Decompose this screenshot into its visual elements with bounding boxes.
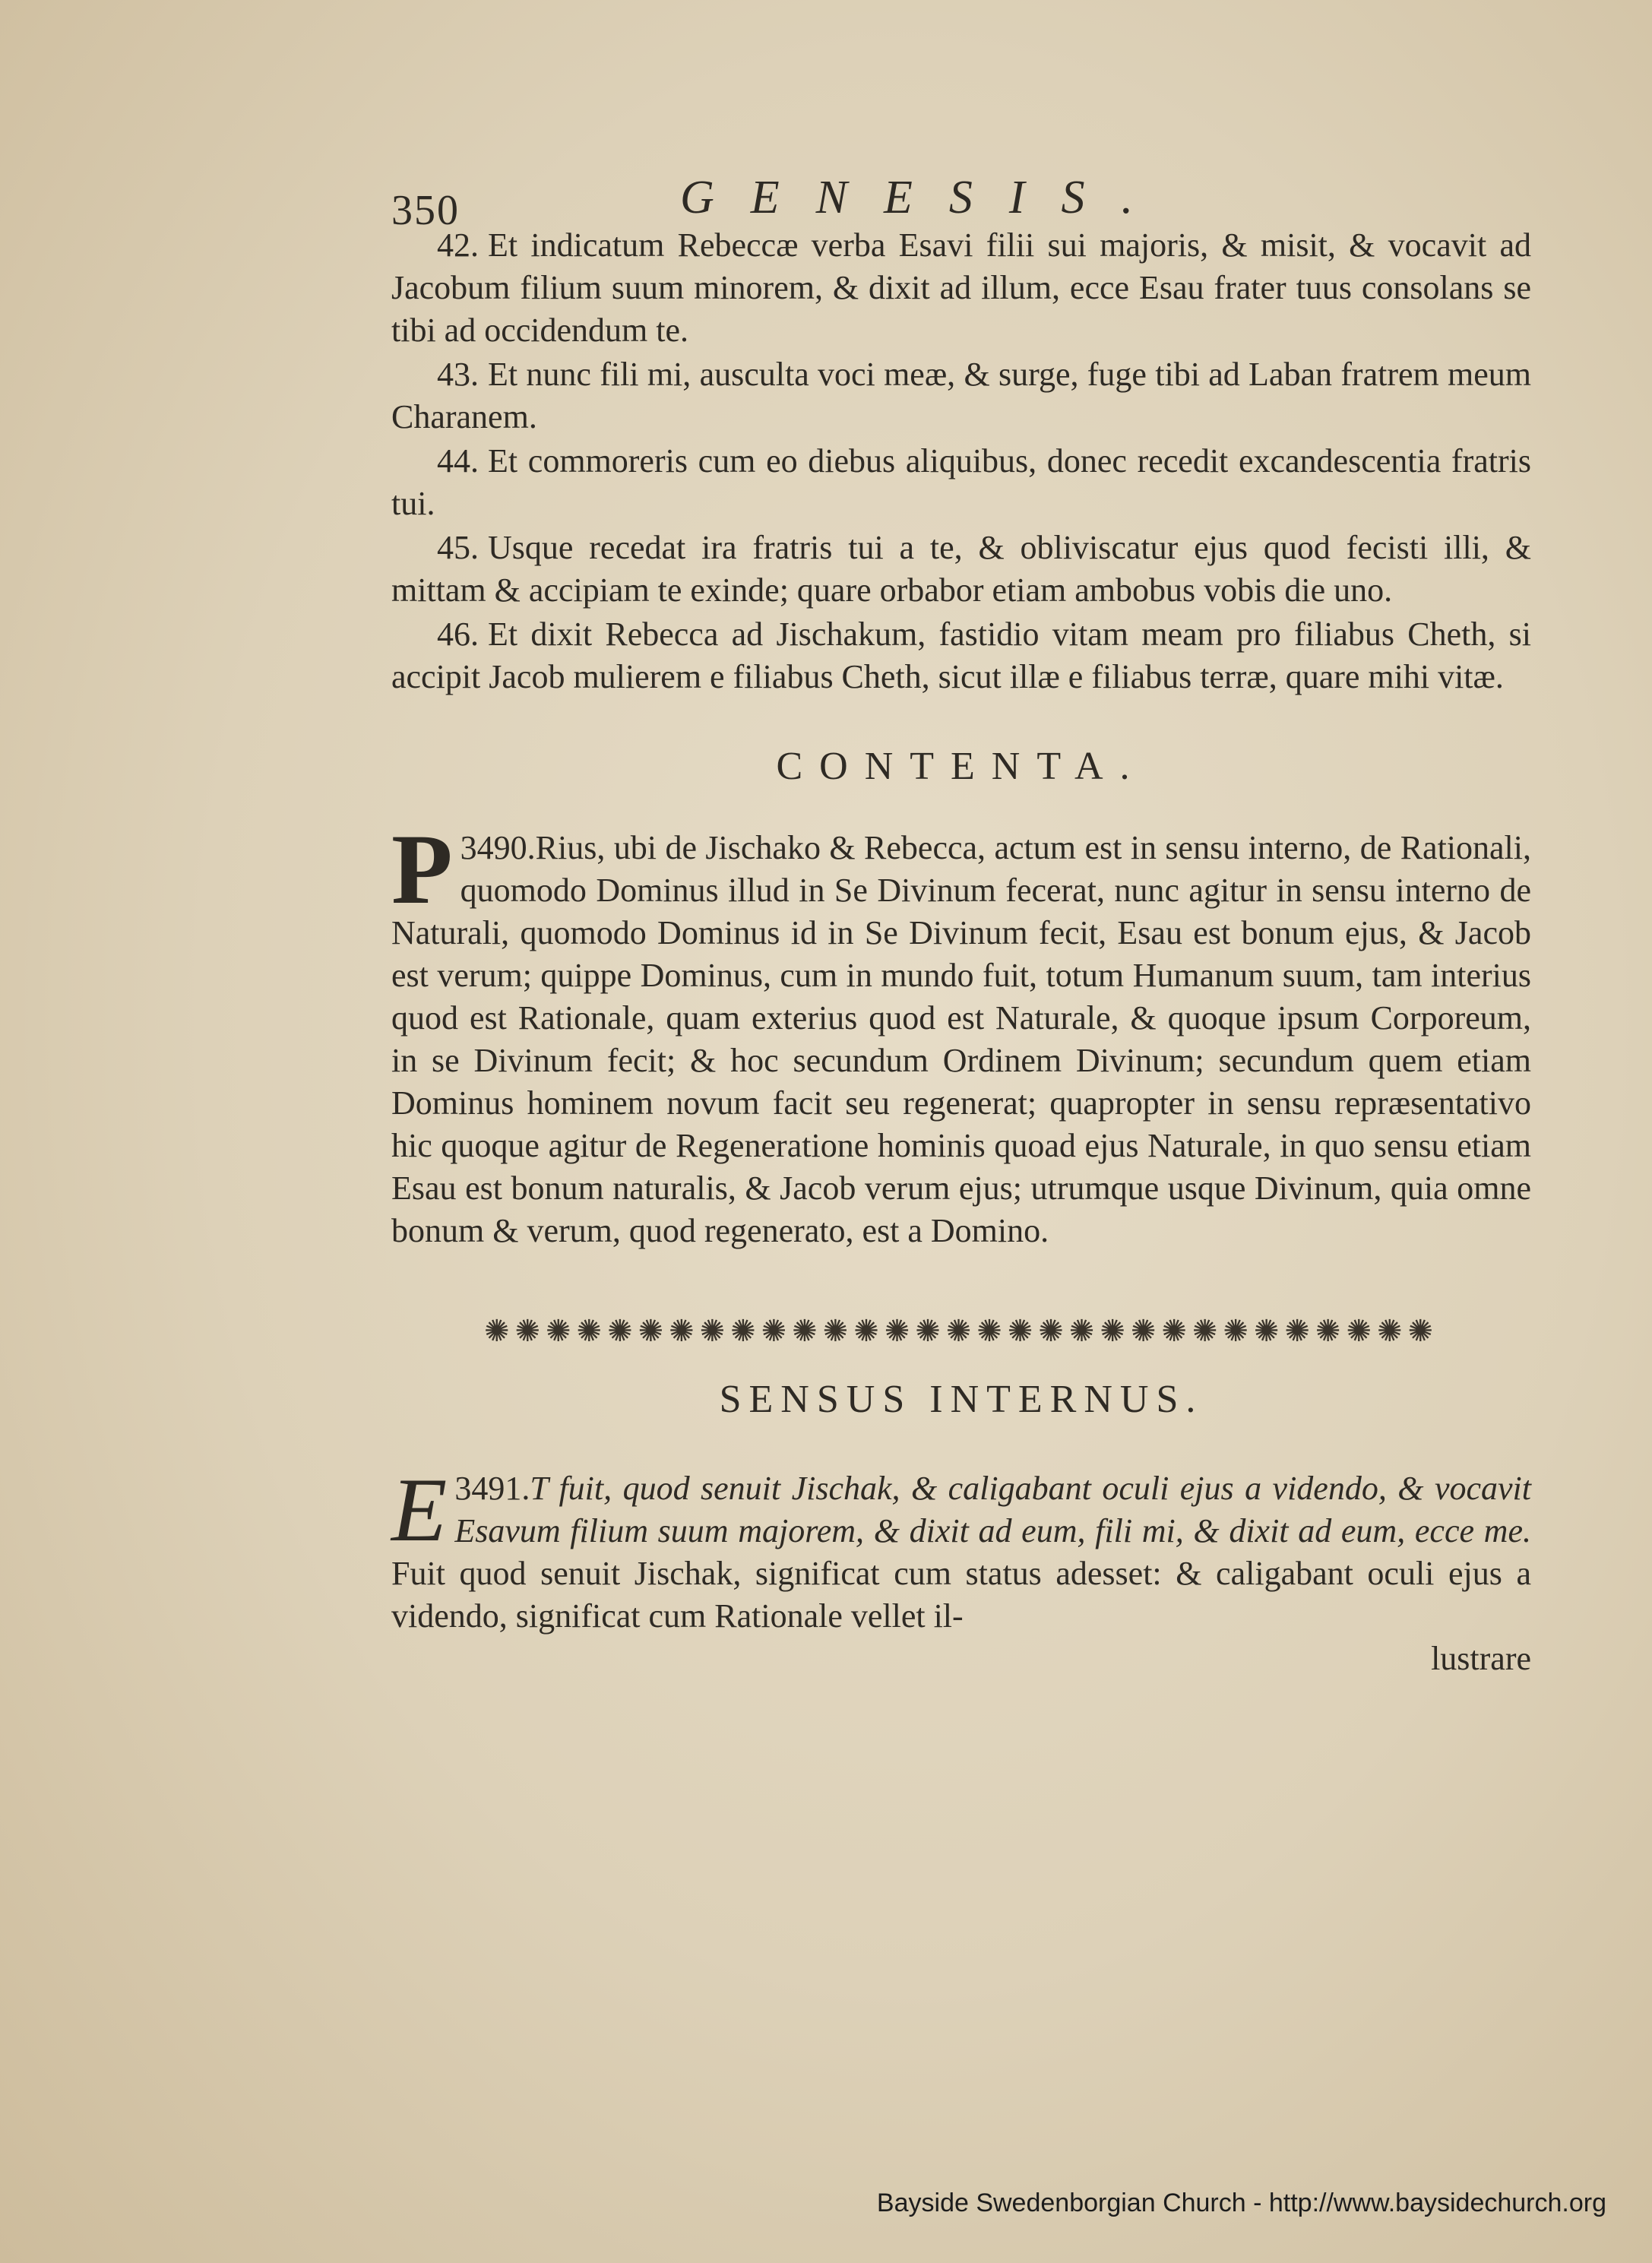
- verse-44: [391, 440, 1531, 525]
- ornamental-rule: ✺✺✺✺✺✺✺✺✺✺✺✺✺✺✺✺✺✺✺✺✺✺✺✺✺✺✺✺✺✺✺: [484, 1314, 1438, 1347]
- verse-number: 46.: [437, 616, 479, 653]
- sensus-paragraph: [391, 1459, 1531, 1638]
- verse-43: [391, 353, 1531, 438]
- verse-text: Et commoreris cum eo diebus aliquibus, donec recedit excandescentia fratris tui.: [391, 442, 1531, 522]
- verse-text: Usque recedat ira fratris tui a te, & obliviscatur ejus quod fecisti illi, & mittam & accipiam te exinde; quare orbabor etiam ambobus vobis die uno.: [391, 529, 1531, 609]
- contenta-paragraph: [391, 813, 1531, 1252]
- verse-46: [391, 613, 1531, 698]
- text-column: [391, 163, 1531, 1680]
- footer-watermark: Bayside Swedenborgian Church - http://www.baysidechurch.org: [876, 2189, 1606, 2217]
- verse-number: 44.: [437, 442, 479, 480]
- verse-list: [391, 224, 1531, 698]
- verse-number: 42.: [437, 226, 479, 264]
- catchword: lustrare: [1431, 1640, 1531, 1677]
- paragraph-text: Rius, ubi de Jischako & Rebecca, actum est in sensu interno, de Rationali, quomodo Dominus illud in Se Divinum fecerat, nunc agitur in sensu interno de Naturali, quomodo Dominus id in Se Divinum fecit, Esau est bonum ejus, & Jacob est verum; quippe Dominus, cum in mundo fuit, totum Humanum suum, tam interius quod est Rationale, quam exterius quod est Naturale, & quoque ipsum Corporeum, in se Divinum fecit; & hoc secundum Ordinem Divinum; secundum quem etiam Dominus hominem novum facit seu regenerat; quapropter in sensu repræsentativo hic quoque agitur de Regeneratione hominis quoad ejus Naturale, in quo sensu etiam Esau est bonum naturalis, & Jacob verum ejus; utrumque usque Divinum, quia omne bonum & verum, quod regenerato, est a Domino.: [391, 829, 1531, 1249]
- verse-text: Et indicatum Rebeccæ verba Esavi filii sui majoris, & misit, & vocavit ad Jacobum filium suum minorem, & dixit ad illum, ecce Esau frater tuus consolans se tibi ad occidendum te.: [391, 226, 1531, 349]
- scripture-quote: T fuit, quod senuit Jischak, & caligabant oculi ejus a videndo, & vocavit Esavum filium suum majorem, & dixit ad eum, fili mi, & dixit ad eum, ecce me.: [454, 1470, 1531, 1549]
- paragraph-text: Fuit quod senuit Jischak, significat cum status adesset: & caligabant oculi ejus a videndo, significat cum Rationale vellet il-: [391, 1555, 1531, 1635]
- verse-45: [391, 527, 1531, 612]
- verse-number: 45.: [437, 529, 479, 566]
- sensus-heading: SENSUS INTERNUS.: [719, 1378, 1204, 1421]
- verse-text: Et dixit Rebecca ad Jischakum, fastidio vitam meam pro filiabus Cheth, si accipit Jacob mulierem e filiabus Cheth, sicut illæ e filiabus terræ, quare mihi vitæ.: [391, 616, 1531, 695]
- page-number: 350: [391, 187, 460, 234]
- verse-number: 43.: [437, 356, 479, 393]
- running-title: GENESIS.: [680, 172, 1170, 223]
- drop-cap: E: [391, 1459, 448, 1560]
- drop-cap: P: [391, 813, 453, 925]
- contenta-heading: CONTENTA.: [776, 745, 1147, 788]
- verse-text: Et nunc fili mi, ausculta voci meæ, & surge, fuge tibi ad Laban fratrem meum Charanem.: [391, 356, 1531, 435]
- verse-42: [391, 224, 1531, 352]
- paragraph-number: 3490.: [460, 829, 536, 866]
- paragraph-number: 3491.: [454, 1470, 530, 1507]
- running-head: [391, 163, 1531, 234]
